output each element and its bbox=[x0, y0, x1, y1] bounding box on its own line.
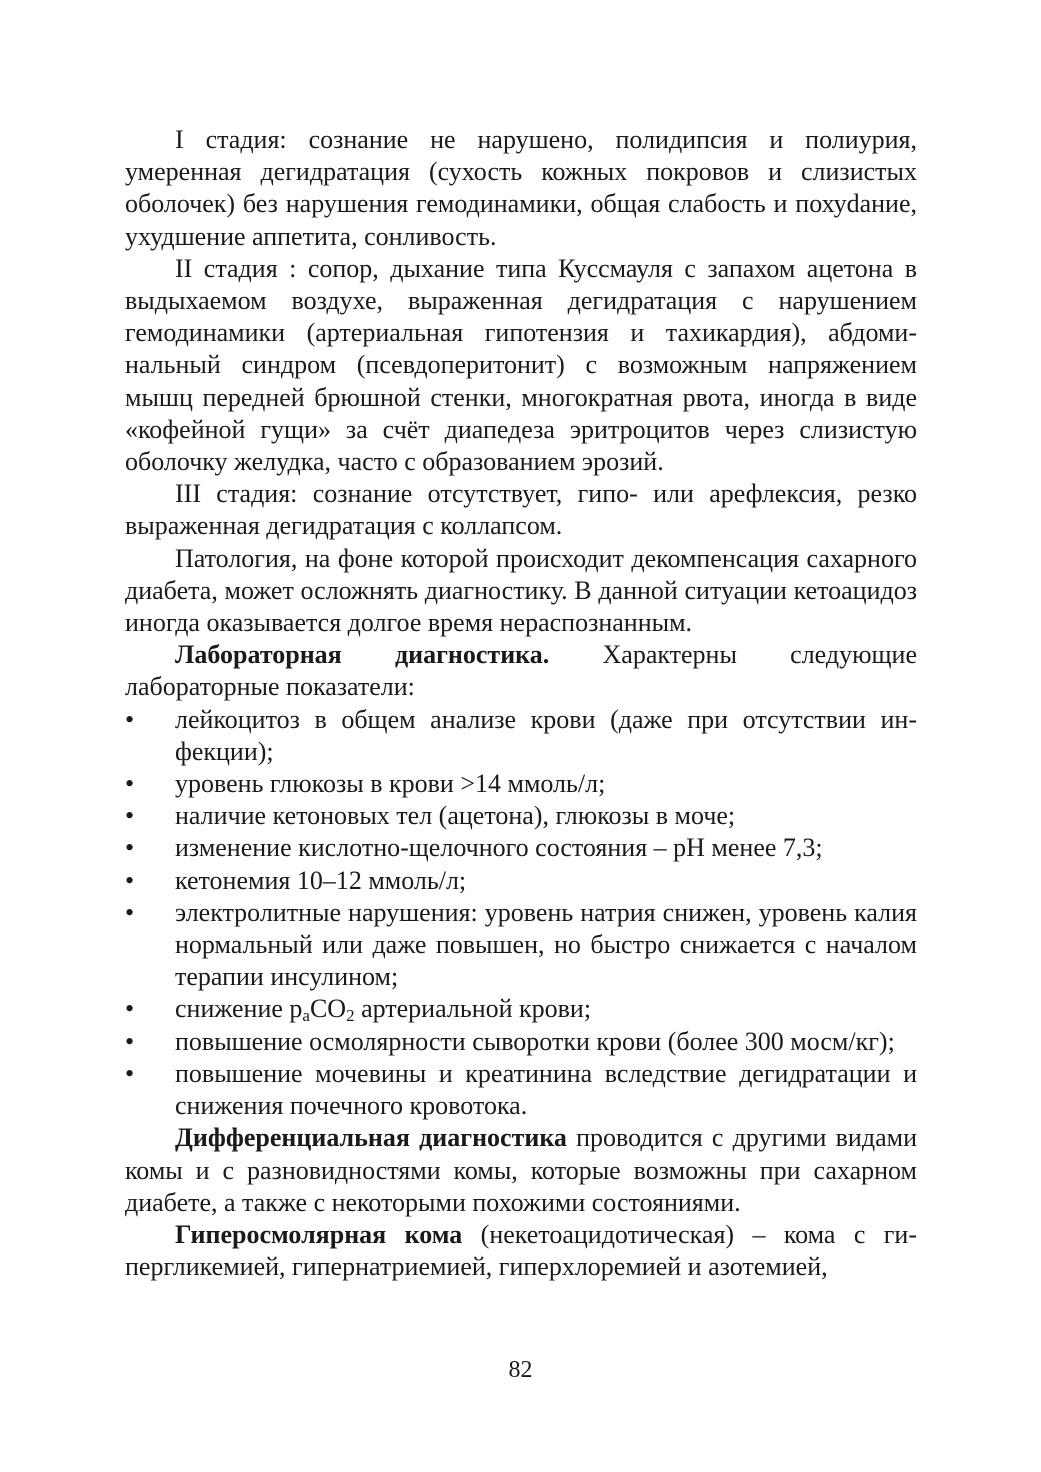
list-item-text: наличие кетоновых тел (ацетона), глюкозы в моче; bbox=[175, 801, 736, 831]
paco2-subscript-a: a bbox=[302, 1006, 310, 1026]
page-number: 82 bbox=[508, 1357, 533, 1383]
paco2-co: CO bbox=[309, 994, 347, 1024]
paco2-suffix: артериальной крови; bbox=[354, 994, 592, 1024]
list-item-text bbox=[175, 994, 592, 1026]
paragraph-stage-3: III стадия: сознание отсутствует, гипо- или арефлексия, резко выраженная дегидратация с коллапсом. bbox=[125, 479, 917, 541]
list-item bbox=[125, 832, 917, 864]
bullet-icon: • bbox=[125, 1058, 135, 1088]
list-item-text: уровень глюкозы в крови >14 ммоль/л; bbox=[175, 769, 606, 799]
lab-text: Характерны следующие лабораторные показатели: bbox=[125, 640, 917, 702]
differential-heading: Дифференциальная диагностика bbox=[175, 1123, 567, 1153]
bullet-icon: • bbox=[125, 801, 135, 831]
paragraph-lab-diagnostics bbox=[125, 639, 917, 703]
paragraph-stage-1: I стадия: сознание не нарушено, полидипсия и полиурия, умеренная дегидратация (сухость кожных покровов и слизистых оболочек) без нарушения гемодинамики, общая слабость и похуdание, ухудшение аппетита, сонливость. bbox=[125, 125, 917, 251]
bullet-icon: • bbox=[125, 994, 135, 1024]
lab-heading: Лабораторная диагностика. bbox=[175, 640, 550, 670]
list-item-text: изменение кислотно-щелочного состояния – pH менее 7,3; bbox=[175, 833, 823, 863]
paragraph-hyperosmolar-coma bbox=[125, 1219, 917, 1283]
list-item-text: кетонемия 10–12 ммоль/л; bbox=[175, 865, 467, 895]
bullet-icon: • bbox=[125, 865, 135, 895]
paragraph-pathology: Патология, на фоне которой происходит декомпенсация сахарного диабета, может осложнять диагностику. В данной ситуации кетоацидоз иногда оказывается долгое время нераспознанным. bbox=[125, 543, 917, 638]
list-item bbox=[125, 768, 917, 800]
list-item-text: повышение осмолярности сыворотки крови (более 300 мосм/кг); bbox=[175, 1026, 895, 1056]
list-item bbox=[125, 1026, 917, 1058]
paco2-subscript-2: 2 bbox=[346, 1006, 355, 1026]
bullet-icon: • bbox=[125, 769, 135, 799]
paragraph-stage-2: II стадия : сопор, дыхание типа Куссмауля с запахом ацетона в выдыхаемом воздухе, выраженная дегидратация с нарушением гемодинамики (артериальная гипотензия и тахикардия), абдоминальный синдром (псевдоперитонит) с возможным напряжением мышц передней брюшной стенки, многократная рвота, иногда в виде «кофейной гущи» за счёт диапедеза эритроцитов через слизистую оболочку желудка, часто с образованием эрозий. bbox=[125, 253, 917, 477]
bullet-icon: • bbox=[125, 833, 135, 863]
list-item-text: лейкоцитоз в общем анализе крови (даже при отсутствии инфекции); bbox=[175, 704, 917, 766]
list-item bbox=[125, 704, 917, 768]
lab-indicators-list bbox=[125, 704, 917, 1123]
list-item-text: электролитные нарушения: уровень натрия снижен, уровень калия нормальный или даже повышен, но быстро снижается с началом терапии инсулином; bbox=[175, 897, 917, 992]
list-item bbox=[125, 993, 917, 1025]
bullet-icon: • bbox=[125, 1026, 135, 1056]
bullet-icon: • bbox=[125, 897, 135, 927]
list-item-text: повышение мочевины и креатинина вследствие дегидратации и снижения почечного кровотока. bbox=[175, 1058, 917, 1121]
list-item bbox=[125, 897, 917, 994]
differential-text: проводится с другими видами комы и с разновидностями комы, которые возможны при сахарном диабете, а также с некоторыми похожими состояниями. bbox=[125, 1123, 917, 1217]
list-item bbox=[125, 1058, 917, 1122]
hyperosmolar-text: (некетоацидотическая) – кома с гипергликемией, гипернатриемией, гиперхлоремией и азотемией, bbox=[125, 1219, 917, 1282]
list-item bbox=[125, 800, 917, 832]
paco2-prefix: снижение p bbox=[175, 994, 303, 1024]
paragraph-differential-diagnostics bbox=[125, 1122, 917, 1219]
bullet-icon: • bbox=[125, 704, 135, 734]
page-body bbox=[125, 124, 917, 1283]
list-item bbox=[125, 865, 917, 897]
hyperosmolar-heading: Гиперосмолярная кома bbox=[175, 1219, 463, 1249]
